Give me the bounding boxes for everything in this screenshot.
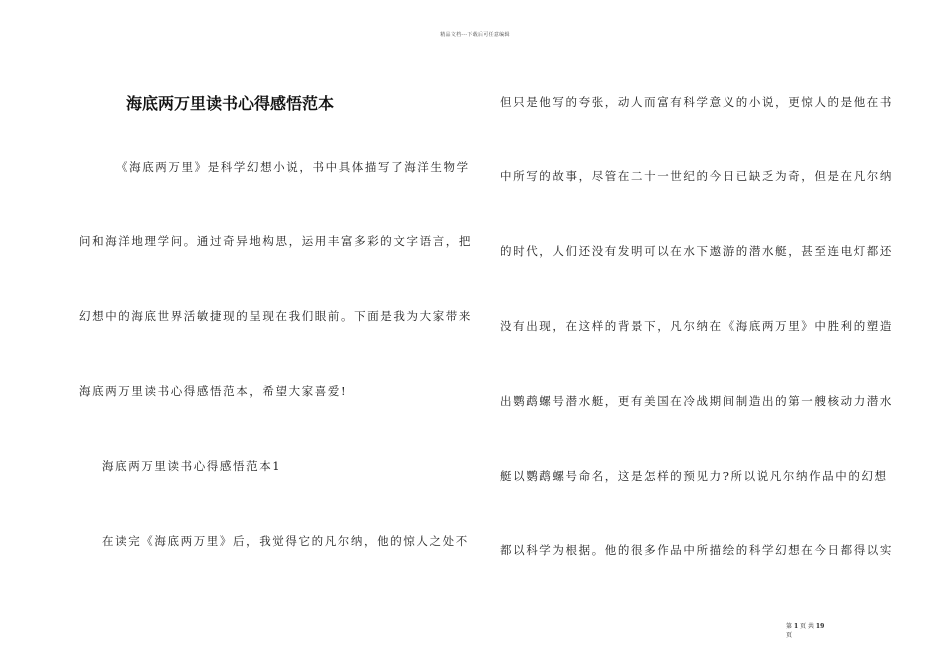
- section-heading: 海底两万里读书心得感悟范本1: [102, 459, 282, 473]
- paragraph-line: 在读完《海底两万里》后，我觉得它的凡尔纳，他的惊人之处不: [102, 534, 469, 548]
- paragraph-line: 但只是他写的夸张，动人而富有科学意义的小说，更惊人的是他在书: [500, 95, 893, 109]
- paragraph-line: 艇以鹦鹉螺号命名，这是怎样的预见力?所以说凡尔纳作品中的幻想: [500, 469, 888, 483]
- paragraph-line: 中所写的故事，尽管在二十一世纪的今日已缺乏为奇，但是在凡尔纳: [500, 169, 893, 183]
- page-header: 精品文档---下载后可任意编辑: [440, 32, 510, 38]
- page-number-line: [786, 622, 824, 631]
- paragraph-line: 问和海洋地理学问。通过奇异地构思，运用丰富多彩的文字语言，把: [79, 234, 472, 248]
- page-suffix: 页: [786, 632, 793, 639]
- page-prefix: 第: [786, 623, 793, 630]
- paragraph-line: 幻想中的海底世界活敏捷现的呈现在我们眼前。下面是我为大家带来: [79, 309, 472, 323]
- paragraph-line: 的时代，人们还没有发明可以在水下遨游的潜水艇，甚至连电灯都还: [500, 244, 893, 258]
- page-mid: 页 共: [800, 623, 814, 630]
- current-page: 1: [793, 623, 799, 630]
- paragraph-line: 都以科学为根据。他的很多作品中所描绘的科学幻想在今日都得以实: [500, 543, 893, 557]
- paragraph-line: 《海底两万里》是科学幻想小说，书中具体描写了海洋生物学: [116, 160, 470, 174]
- paragraph-line: 没有出现，在这样的背景下，凡尔纳在《海底两万里》中胜利的塑造: [500, 319, 893, 333]
- document-title: 海底两万里读书心得感悟范本: [125, 94, 334, 113]
- total-pages: 19: [815, 623, 825, 630]
- page-footer: [786, 622, 824, 640]
- paragraph-line: 海底两万里读书心得感悟范本，希望大家喜爱!: [79, 384, 348, 398]
- paragraph-line: 出鹦鹉螺号潜水艇，更有美国在冷战期间制造出的第一艘核动力潜水: [500, 394, 893, 408]
